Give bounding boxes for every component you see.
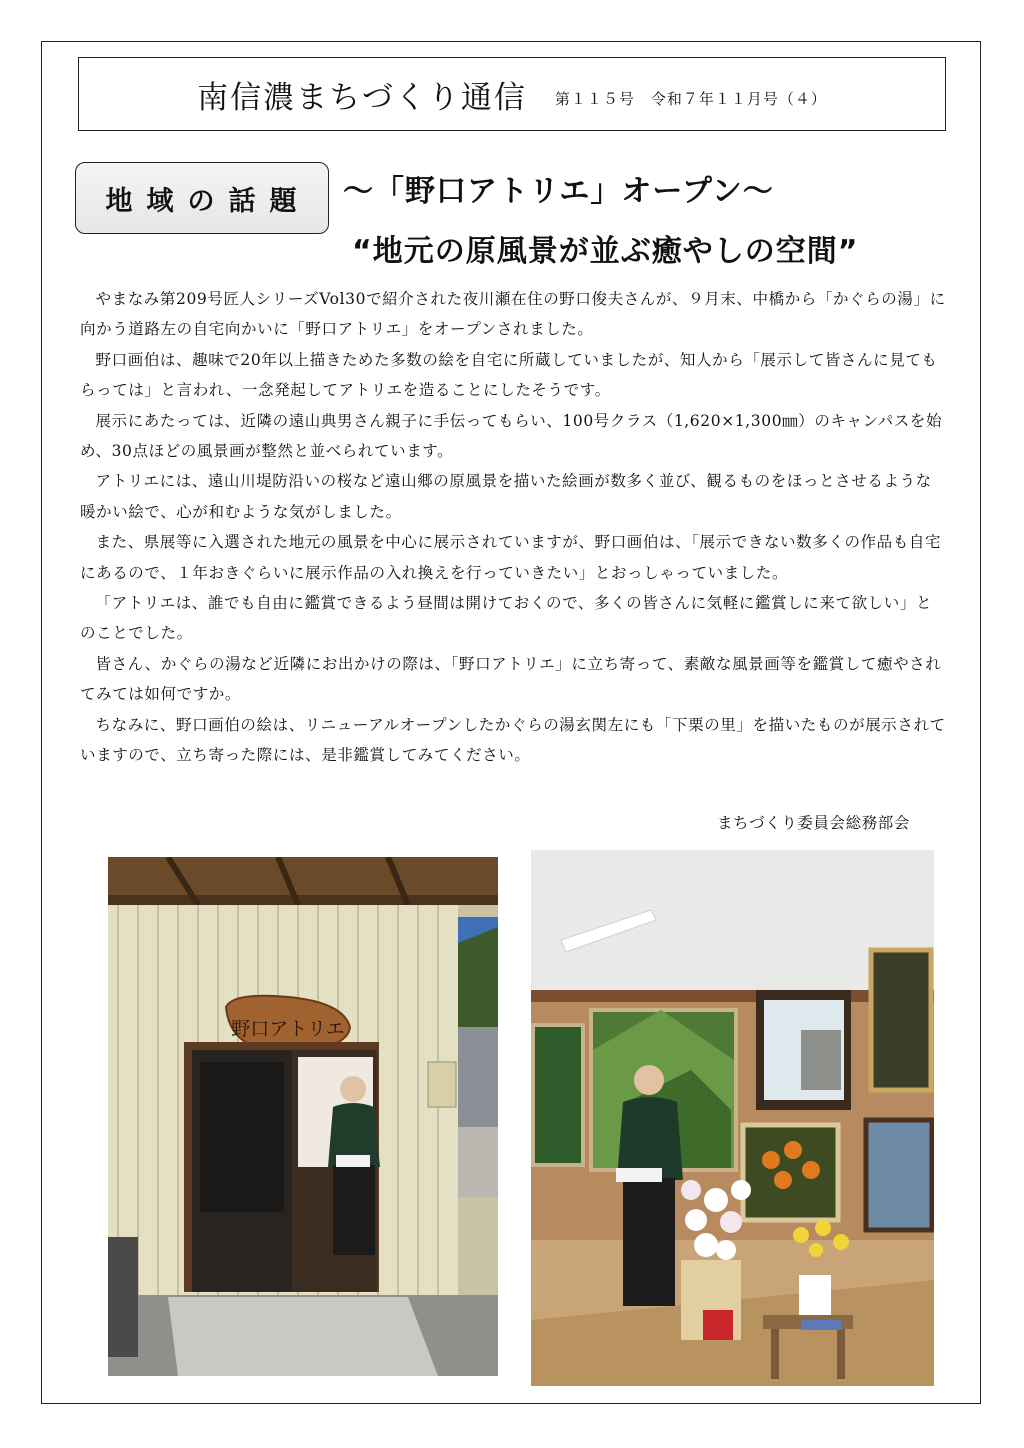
article-paragraph: 野口画伯は、趣味で20年以上描きためた多数の絵を自宅に所蔵していましたが、知人から「展示して皆さんに見てもらっては」と言われ、一念発起してアトリエを造ることにしたそうです。 <box>80 350 938 400</box>
article-paragraph: アトリエには、遠山川堤防沿いの桜など遠山郷の原風景を描いた絵画が数多く並び、観るものをほっとさせるような暖かい絵で、心が和むような気がしました。 <box>80 472 932 521</box>
signature: まちづくり委員会総務部会 <box>716 814 910 832</box>
article-paragraph: やまなみ第209号匠人シリーズVol30で紹介された夜川瀬在住の野口俊夫さんが、９月末、中橋から「かぐらの湯」に向かう道路左の自宅向かいに「野口アトリエ」をオープンされました。 <box>80 290 946 339</box>
issue-info: 第１１５号 令和７年１１月号（４） <box>554 89 827 108</box>
article-paragraph: ちなみに、野口画伯の絵は、リニューアルオープンしたかぐらの湯玄関左にも「下栗の里」を描いたものが展示されていますので、立ち寄った際には、是非鑑賞してみてください。 <box>80 715 946 765</box>
photo-atelier-exterior <box>108 857 498 1376</box>
article-body <box>80 284 946 771</box>
masthead <box>78 57 946 131</box>
photo-atelier-interior <box>531 850 934 1386</box>
atelier-sign-text: 野口アトリエ <box>231 1019 345 1040</box>
headline-sub: “地元の原風景が並ぶ癒やしの空間” <box>352 234 859 269</box>
topic-label: 地域の話題 <box>75 162 329 234</box>
article-paragraph: 「アトリエは、誰でも自由に鑑賞できるよう昼間は開けておくので、多くの皆さんに気軽に鑑賞しに来て欲しい」とのことでした。 <box>80 594 933 643</box>
headline-main: ～「野口アトリエ」オープン～ <box>343 174 774 209</box>
article-paragraph: また、県展等に入選された地元の風景を中心に展示されていますが、野口画伯は、「展示できない数多くの作品も自宅にあるので、１年おきぐらいに展示作品の入れ換えを行っていきたい」とおっしゃっていました。 <box>80 533 942 582</box>
article-paragraph: 皆さん、かぐらの湯など近隣にお出かけの際は、「野口アトリエ」に立ち寄って、素敵な風景画等を鑑賞して癒やされてみては如何ですか。 <box>80 654 942 704</box>
article-paragraph: 展示にあたっては、近隣の遠山典男さん親子に手伝ってもらい、100号クラス（1,620×1,300㎜）のキャンパスを始め、30点ほどの風景画が整然と並べられています。 <box>80 411 943 461</box>
newsletter-title: 南信濃まちづくり通信 <box>197 79 527 116</box>
